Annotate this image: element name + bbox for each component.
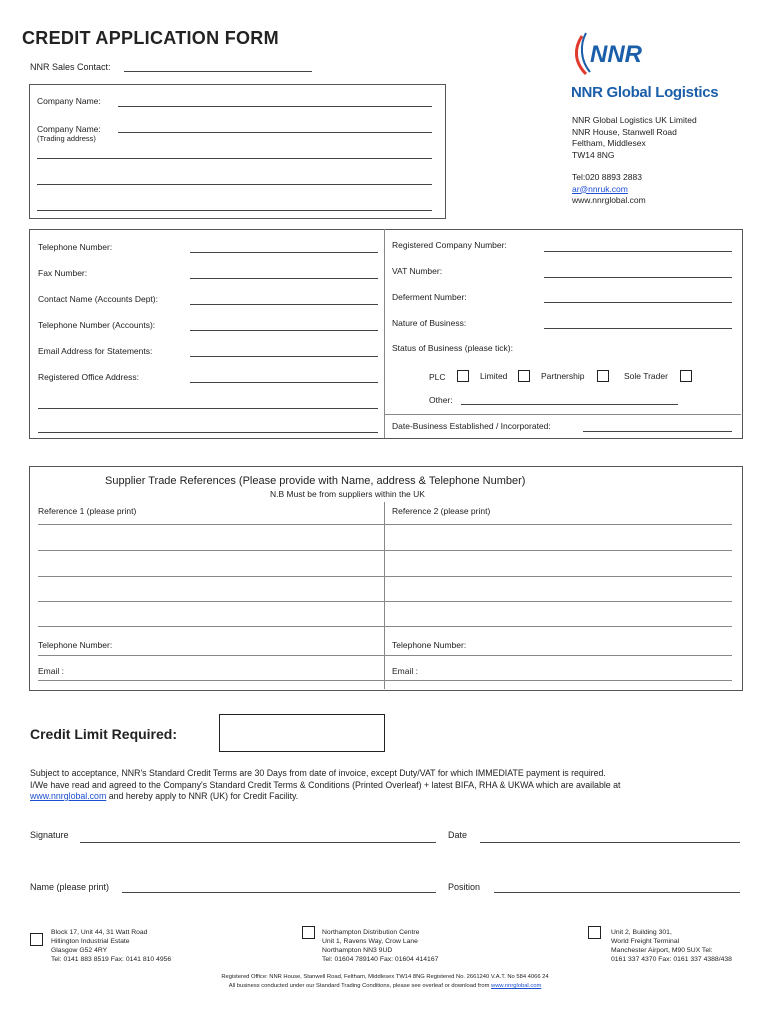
- plc-checkbox[interactable]: [457, 370, 469, 382]
- website-link[interactable]: www.nnrglobal.com: [30, 791, 107, 801]
- date-field[interactable]: [480, 842, 740, 843]
- office-line: Tel: 0141 883 8519 Fax: 0141 810 4956: [51, 956, 172, 963]
- status-business-label: Status of Business (please tick):: [392, 343, 513, 353]
- references-title: Supplier Trade References (Please provide with Name, address & Telephone Number): [105, 475, 526, 487]
- office-line: World Freight Terminal: [611, 938, 680, 945]
- trading-name-field[interactable]: [118, 132, 432, 133]
- brand-name: NNR Global Logistics: [571, 84, 719, 101]
- office-line: Tel: 01604 789140 Fax: 01604 414167: [322, 956, 439, 963]
- option-limited-label: Limited: [480, 371, 508, 381]
- contact-accounts-field[interactable]: [190, 304, 378, 305]
- reference1-telephone-label: Telephone Number:: [38, 640, 113, 650]
- option-plc-label: PLC: [429, 372, 446, 382]
- credit-terms-line: [30, 791, 740, 803]
- other-field[interactable]: [461, 404, 678, 405]
- position-field[interactable]: [494, 892, 740, 893]
- company-name-label: Company Name:: [37, 96, 101, 106]
- manchester-checkbox[interactable]: [588, 926, 601, 939]
- details-divider: [384, 229, 385, 438]
- reference-line[interactable]: [38, 550, 384, 551]
- nature-business-field[interactable]: [544, 328, 732, 329]
- footer-terms: [0, 982, 770, 991]
- trading-address-note: (Trading address): [37, 134, 96, 143]
- references-divider: [384, 502, 385, 689]
- credit-terms-text: [30, 768, 740, 803]
- office-line: Unit 2, Building 301,: [611, 929, 672, 936]
- signature-field[interactable]: [80, 842, 436, 843]
- reference-line[interactable]: [385, 550, 732, 551]
- company-website: www.nnrglobal.com: [572, 195, 646, 205]
- deferment-number-field[interactable]: [544, 302, 732, 303]
- telephone-label: Telephone Number:: [38, 242, 113, 252]
- reference-line[interactable]: [385, 524, 732, 525]
- telephone-accounts-label: Telephone Number (Accounts):: [38, 320, 156, 330]
- trading-address-line[interactable]: [37, 210, 432, 211]
- address-line: TW14 8NG: [572, 149, 615, 160]
- manchester-office: [611, 928, 732, 964]
- reference2-telephone-label: Telephone Number:: [392, 640, 467, 650]
- signature-label: Signature: [30, 830, 69, 840]
- email-statements-field[interactable]: [190, 356, 378, 357]
- credit-terms-rest: and hereby apply to NNR (UK) for Credit Facility.: [106, 791, 299, 801]
- reference-email-line[interactable]: [38, 680, 384, 681]
- office-line: Hillington Industrial Estate: [51, 938, 130, 945]
- glasgow-office: [51, 928, 171, 964]
- office-line: Northampton Distribution Centre: [322, 929, 420, 936]
- address-line: NNR House, Stanwell Road: [572, 126, 677, 137]
- sales-contact-label: NNR Sales Contact:: [30, 62, 111, 72]
- reference-line[interactable]: [38, 576, 384, 577]
- name-field[interactable]: [122, 892, 436, 893]
- trading-address-line[interactable]: [37, 184, 432, 185]
- reference-line[interactable]: [38, 524, 384, 525]
- position-label: Position: [448, 882, 481, 892]
- deferment-number-label: Deferment Number:: [392, 292, 467, 302]
- office-line: Glasgow G52 4RY: [51, 947, 108, 954]
- reference1-label: Reference 1 (please print): [38, 506, 137, 516]
- fax-label: Fax Number:: [38, 268, 88, 278]
- registered-office-label: Registered Office Address:: [38, 372, 139, 382]
- company-tel: Tel:020 8893 2883: [572, 172, 642, 182]
- registered-office-field[interactable]: [190, 382, 378, 383]
- registered-office-line[interactable]: [38, 432, 378, 433]
- office-line: Manchester Airport, M90 5UX Tel:: [611, 947, 713, 954]
- northampton-checkbox[interactable]: [302, 926, 315, 939]
- registered-office-line[interactable]: [38, 408, 378, 409]
- office-line: Northampton NN3 9UD: [322, 947, 393, 954]
- reference2-email-label: Email :: [392, 666, 418, 676]
- address-line: Feltham, Middlesex: [572, 138, 646, 148]
- credit-terms-line: I/We have read and agreed to the Company's Standard Credit Terms & Conditions (Printed Overleaf) + latest BIFA, RHA & UKWA which are available at: [30, 779, 621, 790]
- reg-company-number-label: Registered Company Number:: [392, 240, 507, 250]
- northampton-office: [322, 928, 438, 964]
- reference1-email-label: Email :: [38, 666, 64, 676]
- vat-number-field[interactable]: [544, 277, 732, 278]
- reference-telephone-line[interactable]: [385, 655, 732, 656]
- telephone-accounts-field[interactable]: [190, 330, 378, 331]
- address-line: NNR Global Logistics UK Limited: [572, 115, 697, 125]
- option-sole-trader-label: Sole Trader: [624, 371, 668, 381]
- fax-field[interactable]: [190, 278, 378, 279]
- nnr-logo-icon: [572, 30, 642, 85]
- email-statements-label: Email Address for Statements:: [38, 346, 153, 356]
- nature-business-label: Nature of Business:: [392, 318, 467, 328]
- reference-line[interactable]: [38, 601, 384, 602]
- date-established-field[interactable]: [583, 431, 732, 432]
- sole-trader-checkbox[interactable]: [680, 370, 692, 382]
- office-line: Block 17, Unit 44, 31 Watt Road: [51, 929, 148, 936]
- credit-limit-input[interactable]: [219, 714, 385, 752]
- contact-accounts-label: Contact Name (Accounts Dept):: [38, 294, 158, 304]
- name-label: Name (please print): [30, 882, 110, 892]
- reference-line[interactable]: [38, 626, 384, 627]
- references-box: [29, 466, 743, 691]
- footer-terms-text: All business conducted under our Standard Trading Conditions, please see overleaf or download from: [228, 983, 492, 989]
- company-address: [572, 115, 697, 161]
- references-note: N.B Must be from suppliers within the UK: [270, 489, 425, 499]
- page-title: CREDIT APPLICATION FORM: [22, 28, 279, 48]
- office-line: 0161 337 4370 Fax: 0161 337 4388/438: [611, 956, 732, 963]
- company-name-field[interactable]: [118, 106, 432, 107]
- credit-limit-title: Credit Limit Required:: [30, 726, 178, 742]
- date-established-label: Date-Business Established / Incorporated:: [392, 421, 551, 431]
- company-contact: [572, 172, 646, 207]
- reference2-label: Reference 2 (please print): [392, 506, 491, 516]
- footer-website-link[interactable]: www.nnrglobal.com: [491, 983, 542, 989]
- credit-terms-line: Subject to acceptance, NNR's Standard Credit Terms are 30 Days from date of invoice, except Duty/VAT for which IMMEDIATE payment is required.: [30, 768, 606, 778]
- limited-checkbox[interactable]: [518, 370, 530, 382]
- trading-name-label: Company Name:: [37, 124, 101, 134]
- logo-mark-text: NNR: [590, 41, 642, 68]
- option-partnership-label: Partnership: [541, 371, 585, 381]
- reference-email-line[interactable]: [385, 680, 732, 681]
- trading-address-line[interactable]: [37, 158, 432, 159]
- office-line: Unit 1, Ravens Way, Crow Lane: [322, 938, 418, 945]
- sales-contact-field[interactable]: [124, 71, 312, 72]
- reference-line[interactable]: [385, 601, 732, 602]
- reference-telephone-line[interactable]: [38, 655, 384, 656]
- glasgow-checkbox[interactable]: [30, 933, 43, 946]
- other-label: Other:: [429, 395, 453, 405]
- date-label: Date: [448, 830, 468, 840]
- reference-line[interactable]: [385, 576, 732, 577]
- footer-registered: Registered Office: NNR House, Stanwell Road, Feltham, Middlesex TW14 8NG Registered No. 2661240 V.A.T. No 584 4066 24: [221, 974, 549, 980]
- telephone-field[interactable]: [190, 252, 378, 253]
- reg-company-number-field[interactable]: [544, 251, 732, 252]
- partnership-checkbox[interactable]: [597, 370, 609, 382]
- reference-line[interactable]: [385, 626, 732, 627]
- details-separator: [385, 414, 741, 415]
- vat-number-label: VAT Number:: [392, 266, 443, 276]
- company-email-link[interactable]: ar@nnruk.com: [572, 183, 628, 194]
